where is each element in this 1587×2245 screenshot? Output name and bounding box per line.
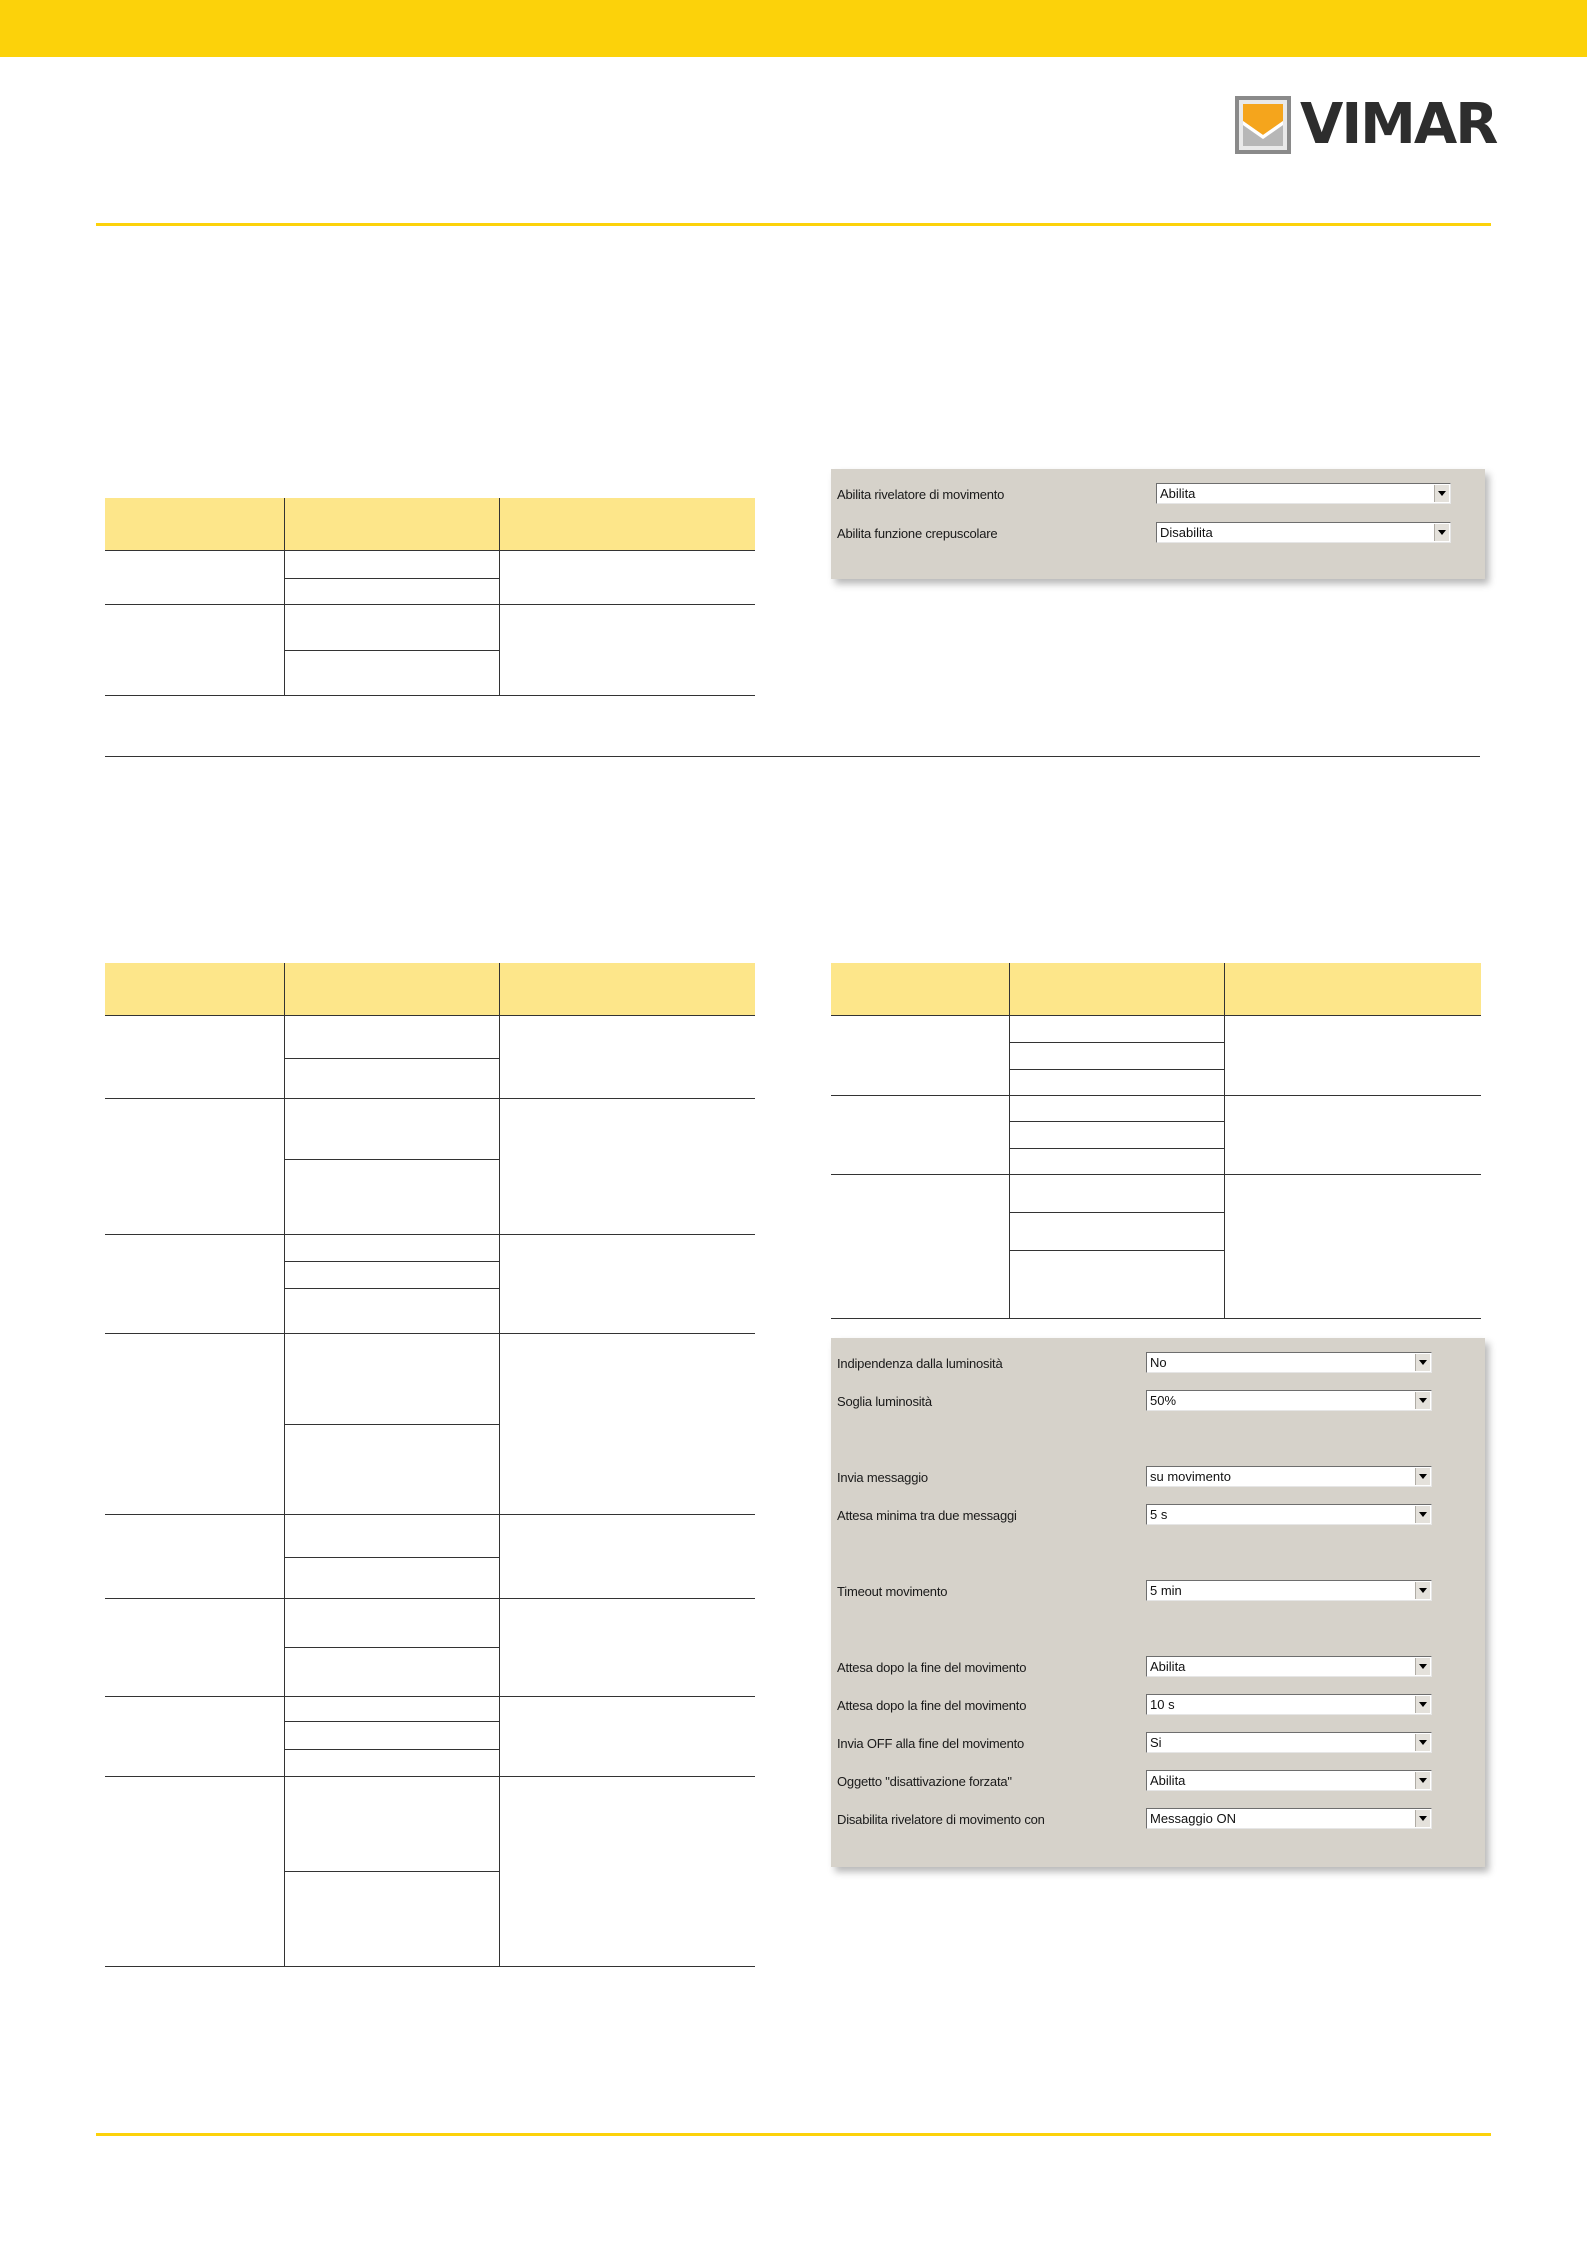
settings-panel-motion xyxy=(831,469,1485,579)
dropdown-value: 5 min xyxy=(1150,1583,1182,1598)
setting-dropdown[interactable] xyxy=(1156,522,1451,543)
chevron-down-icon[interactable] xyxy=(1434,524,1449,541)
dropdown-value: 5 s xyxy=(1150,1507,1168,1522)
table-header xyxy=(831,963,1481,1016)
header-divider xyxy=(96,223,1491,226)
footer-divider xyxy=(96,2133,1491,2136)
chevron-down-icon[interactable] xyxy=(1415,1810,1430,1827)
chevron-down-icon[interactable] xyxy=(1415,1392,1430,1409)
setting-label: Indipendenza dalla luminosità xyxy=(837,1356,1003,1371)
dropdown-value: su movimento xyxy=(1150,1469,1231,1484)
setting-row xyxy=(831,1352,1485,1378)
setting-dropdown[interactable] xyxy=(1146,1694,1432,1715)
chevron-down-icon[interactable] xyxy=(1415,1658,1430,1675)
dropdown-value: No xyxy=(1150,1355,1167,1370)
chevron-down-icon[interactable] xyxy=(1434,485,1449,502)
setting-row xyxy=(831,1770,1485,1796)
dropdown-value: 10 s xyxy=(1150,1697,1175,1712)
setting-row xyxy=(831,1732,1485,1758)
dropdown-value: Si xyxy=(1150,1735,1162,1750)
setting-dropdown[interactable] xyxy=(1146,1390,1432,1411)
dropdown-value: Abilita xyxy=(1160,486,1196,501)
setting-label: Attesa dopo la fine del movimento xyxy=(837,1698,1027,1713)
setting-label: Soglia luminosità xyxy=(837,1394,932,1409)
table-header xyxy=(105,963,755,1016)
setting-row xyxy=(831,1466,1485,1492)
settings-panel-detector xyxy=(831,1338,1485,1867)
dropdown-value: Messaggio ON xyxy=(1150,1811,1236,1826)
dropdown-value: Disabilita xyxy=(1160,525,1213,540)
setting-row xyxy=(831,522,1485,548)
setting-label: Oggetto "disattivazione forzata" xyxy=(837,1774,1012,1789)
setting-dropdown[interactable] xyxy=(1146,1352,1432,1373)
setting-dropdown[interactable] xyxy=(1146,1732,1432,1753)
section-divider xyxy=(105,756,1480,757)
parameter-table-1 xyxy=(105,498,755,696)
setting-dropdown[interactable] xyxy=(1146,1504,1432,1525)
dropdown-value: 50% xyxy=(1150,1393,1177,1408)
chevron-down-icon[interactable] xyxy=(1415,1582,1430,1599)
chevron-down-icon[interactable] xyxy=(1415,1354,1430,1371)
setting-dropdown[interactable] xyxy=(1146,1656,1432,1677)
parameter-table-3 xyxy=(831,963,1481,1319)
setting-row xyxy=(831,1656,1485,1682)
brand-name: VIMAR xyxy=(1300,92,1497,157)
setting-row xyxy=(831,483,1485,509)
dropdown-value: Abilita xyxy=(1150,1773,1186,1788)
setting-dropdown[interactable] xyxy=(1156,483,1451,504)
setting-row xyxy=(831,1504,1485,1530)
vimar-logo xyxy=(1234,92,1497,157)
setting-label: Attesa minima tra due messaggi xyxy=(837,1508,1017,1523)
setting-row xyxy=(831,1390,1485,1416)
chevron-down-icon[interactable] xyxy=(1415,1734,1430,1751)
logo-mark-icon xyxy=(1234,95,1292,155)
setting-label: Abilita rivelatore di movimento xyxy=(837,487,1005,502)
setting-row xyxy=(831,1808,1485,1834)
table-header xyxy=(105,498,755,551)
setting-label: Timeout movimento xyxy=(837,1584,948,1599)
chevron-down-icon[interactable] xyxy=(1415,1772,1430,1789)
setting-row xyxy=(831,1580,1485,1606)
chevron-down-icon[interactable] xyxy=(1415,1468,1430,1485)
parameter-table-2 xyxy=(105,963,755,1967)
setting-label: Abilita funzione crepuscolare xyxy=(837,526,998,541)
chevron-down-icon[interactable] xyxy=(1415,1696,1430,1713)
setting-label: Attesa dopo la fine del movimento xyxy=(837,1660,1027,1675)
setting-dropdown[interactable] xyxy=(1146,1580,1432,1601)
setting-row xyxy=(831,1694,1485,1720)
chevron-down-icon[interactable] xyxy=(1415,1506,1430,1523)
setting-dropdown[interactable] xyxy=(1146,1466,1432,1487)
dropdown-value: Abilita xyxy=(1150,1659,1186,1674)
header-bar xyxy=(0,0,1587,57)
setting-label: Invia messaggio xyxy=(837,1470,928,1485)
setting-dropdown[interactable] xyxy=(1146,1770,1432,1791)
setting-label: Invia OFF alla fine del movimento xyxy=(837,1736,1025,1751)
setting-label: Disabilita rivelatore di movimento con xyxy=(837,1812,1045,1827)
setting-dropdown[interactable] xyxy=(1146,1808,1432,1829)
